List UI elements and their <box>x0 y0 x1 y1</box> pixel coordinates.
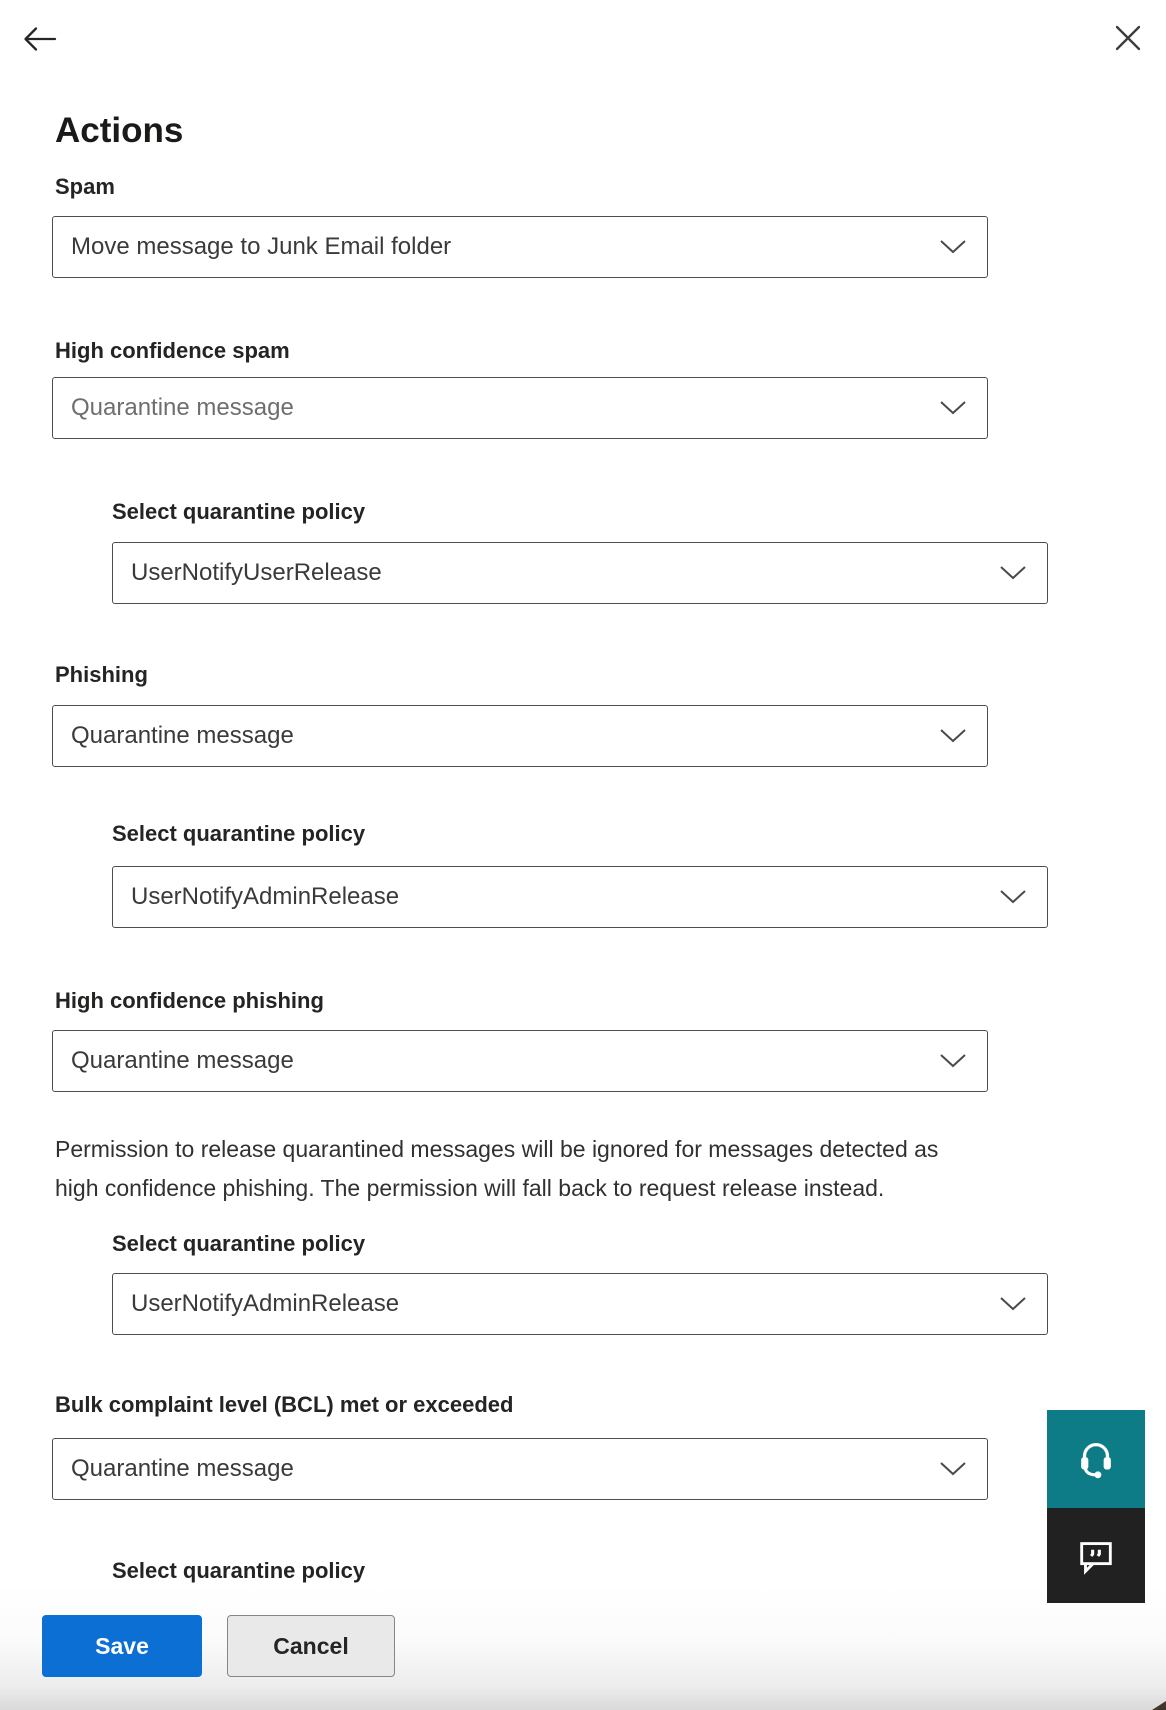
corner-artifact <box>1152 1701 1166 1710</box>
cancel-button[interactable]: Cancel <box>227 1615 395 1677</box>
chevron-down-icon <box>939 1047 967 1075</box>
save-button[interactable]: Save <box>42 1615 202 1677</box>
high-confidence-phishing-value: Quarantine message <box>71 1047 294 1074</box>
high-confidence-phishing-label: High confidence phishing <box>55 988 324 1013</box>
quarantine-policy-label-4: Select quarantine policy <box>112 1558 366 1583</box>
headset-icon <box>1073 1436 1119 1482</box>
note-line-1: Permission to release quarantined messages will be ignored for messages detected as <box>55 1136 939 1162</box>
quarantine-policy-label-3: Select quarantine policy <box>112 1231 366 1256</box>
phishing-action-dropdown[interactable] <box>52 705 988 767</box>
high-confidence-phishing-note <box>55 1130 938 1208</box>
high-confidence-spam-value: Quarantine message <box>71 394 294 421</box>
quarantine-policy-dropdown-2[interactable] <box>112 866 1048 928</box>
feedback-button[interactable] <box>1047 1508 1145 1603</box>
bcl-action-dropdown[interactable] <box>52 1438 988 1500</box>
chevron-down-icon <box>939 722 967 750</box>
chevron-down-icon <box>939 1455 967 1483</box>
quarantine-policy-value-1: UserNotifyUserRelease <box>131 559 382 586</box>
spam-action-dropdown[interactable] <box>52 216 988 278</box>
page-title: Actions <box>55 111 184 151</box>
bcl-action-value: Quarantine message <box>71 1455 294 1482</box>
spam-action-value: Move message to Junk Email folder <box>71 233 452 260</box>
chevron-down-icon <box>999 559 1027 587</box>
phishing-action-value: Quarantine message <box>71 722 294 749</box>
quarantine-policy-value-3: UserNotifyAdminRelease <box>131 1290 400 1317</box>
chevron-down-icon <box>939 394 967 422</box>
quarantine-policy-value-2: UserNotifyAdminRelease <box>131 883 400 910</box>
chevron-down-icon <box>999 883 1027 911</box>
note-line-2: high confidence phishing. The permission will fall back to request release instead. <box>55 1175 885 1201</box>
quarantine-policy-dropdown-1[interactable] <box>112 542 1048 604</box>
quarantine-policy-label-1: Select quarantine policy <box>112 499 366 524</box>
phishing-label: Phishing <box>55 662 148 687</box>
chevron-down-icon <box>999 1290 1027 1318</box>
high-confidence-phishing-dropdown[interactable] <box>52 1030 988 1092</box>
high-confidence-spam-label: High confidence spam <box>55 338 290 363</box>
high-confidence-spam-dropdown[interactable] <box>52 377 988 439</box>
quarantine-policy-dropdown-3[interactable] <box>112 1273 1048 1335</box>
feedback-bubble-icon <box>1075 1535 1117 1577</box>
help-button[interactable] <box>1047 1410 1145 1508</box>
spam-label: Spam <box>55 174 115 199</box>
chevron-down-icon <box>939 233 967 261</box>
quarantine-policy-label-2: Select quarantine policy <box>112 821 366 846</box>
bcl-label: Bulk complaint level (BCL) met or exceeded <box>55 1392 514 1417</box>
